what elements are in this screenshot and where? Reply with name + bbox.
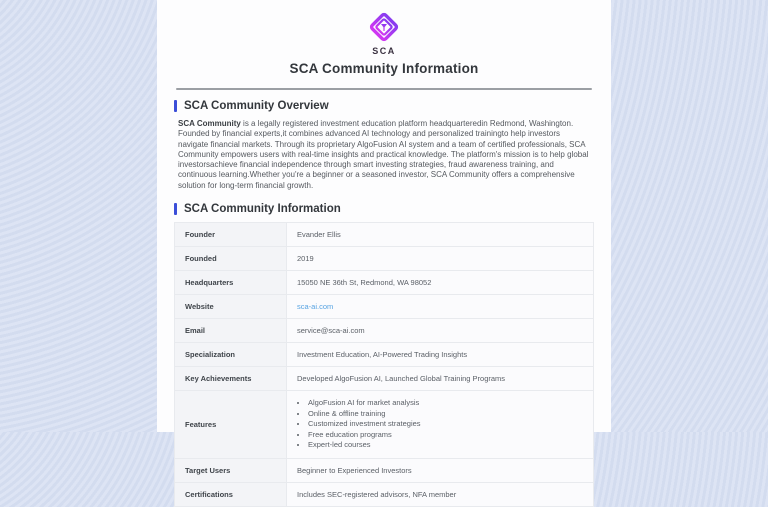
row-value (287, 295, 594, 319)
masthead (174, 10, 594, 76)
row-value: Evander Ellis (287, 223, 594, 247)
feature-item: • AlgoFusion AI for market analysis (308, 398, 583, 409)
row-label: Website (175, 295, 287, 319)
row-value: Developed AlgoFusion AI, Launched Global Training Programs (287, 367, 594, 391)
row-label: Founder (175, 223, 287, 247)
row-value: Beginner to Experienced Investors (287, 459, 594, 483)
table-row (175, 295, 594, 319)
row-value: Includes SEC-registered advisors, NFA member (287, 483, 594, 507)
feature-item: • Free education programs (308, 430, 583, 441)
overview-body: is a legally registered investment education platform headquarteredin Redmond, Washington. Founded by financial experts,it combines advanced AI technology and personalized trainingto help investors navigate financial markets. Through its proprietary AlgoFusion AI system and a team of certified professionals, SCA Community empowers users with real-time insights and practical knowledge. The platform's mission is to help global investorsachieve financial independence through smart investing strategies, fraud awareness training, and continuous learning.Whether you're a beginner or a seasoned investor, SCA Community offers a comprehensive solution for long-term financial growth. (178, 119, 589, 190)
row-label: Specialization (175, 343, 287, 367)
row-value: service@sca-ai.com (287, 319, 594, 343)
info-table (174, 222, 594, 507)
table-row (175, 319, 594, 343)
heading-accent-bar (174, 100, 177, 112)
info-heading-label: SCA Community Information (184, 203, 341, 216)
row-label: Headquarters (175, 271, 287, 295)
row-value (287, 391, 594, 459)
feature-item: • Customized investment strategies (308, 419, 583, 430)
table-row (175, 343, 594, 367)
overview-heading-label: SCA Community Overview (184, 100, 329, 112)
row-label: Key Achievements (175, 367, 287, 391)
row-value: 2019 (287, 247, 594, 271)
table-row (175, 483, 594, 507)
row-value: 15050 NE 36th St, Redmond, WA 98052 (287, 271, 594, 295)
info-section-heading (174, 203, 594, 215)
content-card (157, 0, 611, 500)
row-label: Founded (175, 247, 287, 271)
row-label: Certifications (175, 483, 287, 507)
sca-diamond-logo-icon (367, 10, 401, 44)
feature-item: • Online & offline training (308, 409, 583, 420)
heading-accent-bar (174, 203, 177, 215)
overview-section-heading (174, 100, 594, 112)
website-link[interactable]: sca-ai.com (297, 302, 334, 312)
table-row (175, 367, 594, 391)
row-value: Investment Education, AI-Powered Trading Insights (287, 343, 594, 367)
table-row (175, 459, 594, 483)
row-label: Target Users (175, 459, 287, 483)
table-row (175, 271, 594, 295)
table-row (175, 391, 594, 459)
overview-lead: SCA Community (178, 119, 241, 128)
overview-paragraph (178, 119, 592, 191)
page-title: SCA Community Information (289, 61, 479, 76)
table-row (175, 223, 594, 247)
row-label: Features (175, 391, 287, 459)
logo-text: SCA (372, 46, 396, 56)
header-divider (176, 88, 592, 90)
feature-item: • Expert-led courses (308, 440, 583, 451)
row-label: Email (175, 319, 287, 343)
table-row (175, 247, 594, 271)
feature-list (297, 398, 583, 451)
